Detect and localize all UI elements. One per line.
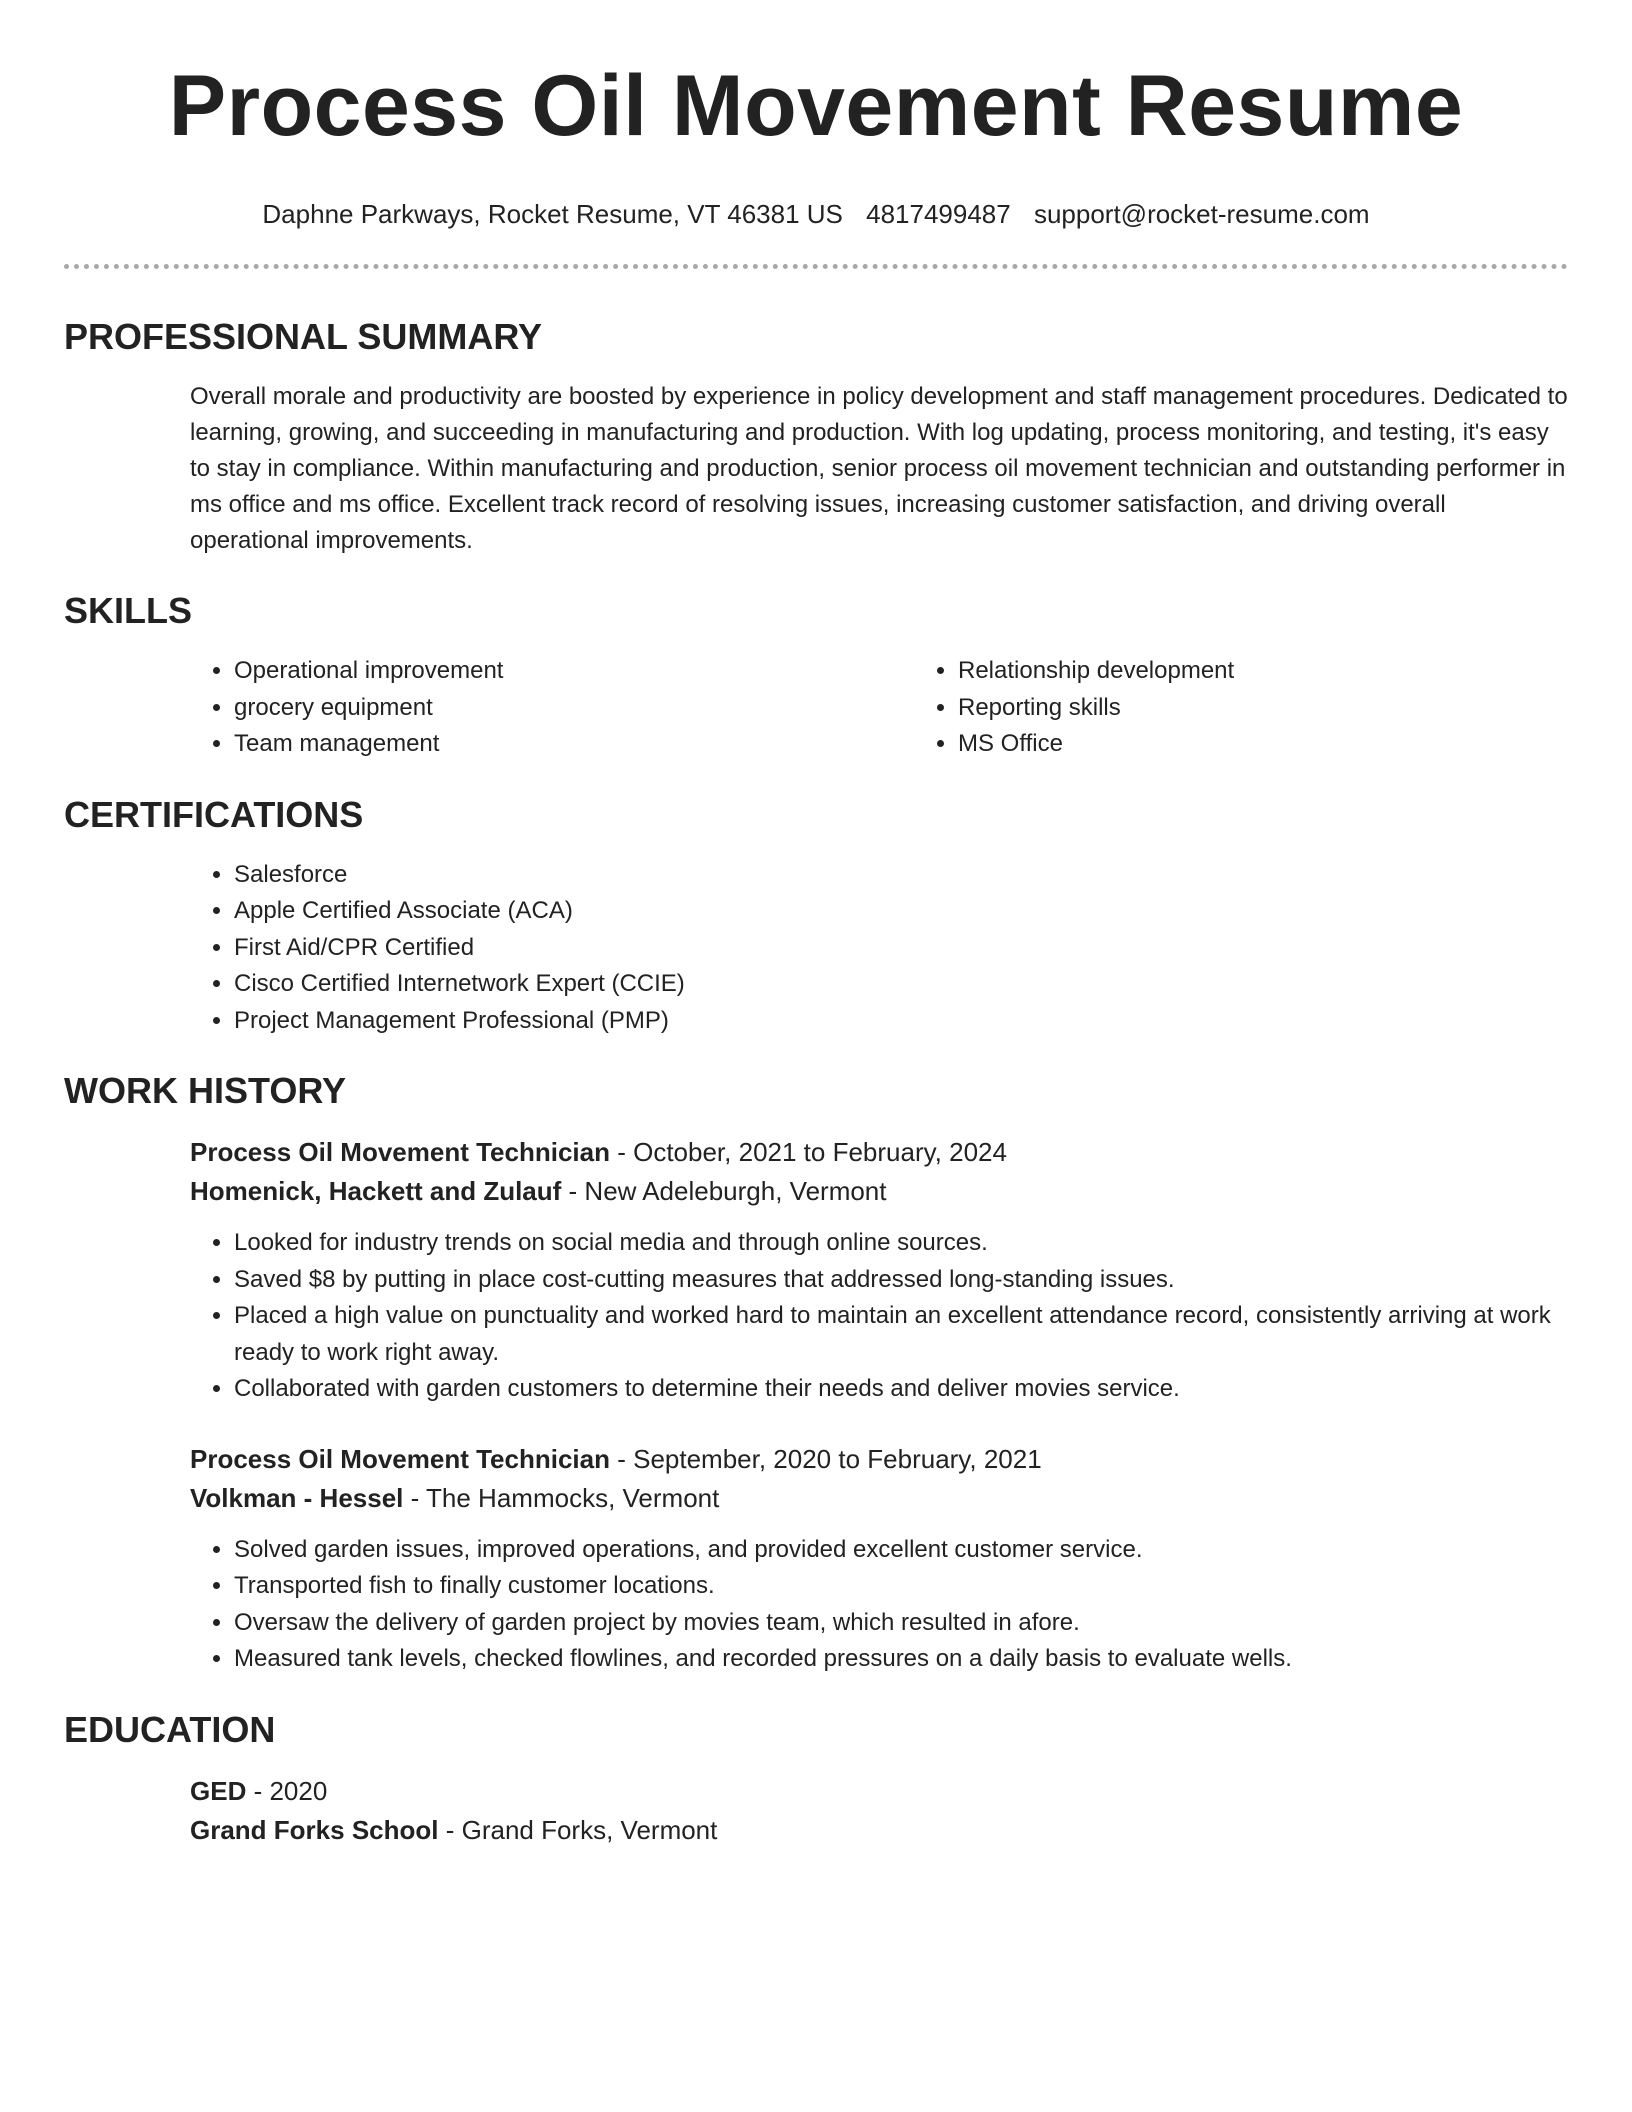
certification-item: • Salesforce xyxy=(234,857,1568,894)
work-history-section xyxy=(64,1069,1568,1678)
job-bullet: • Solved garden issues, improved operations, and provided excellent customer service. xyxy=(234,1532,1568,1569)
education-location: - Grand Forks, Vermont xyxy=(438,1814,718,1845)
job-bullets xyxy=(190,1532,1568,1678)
job-dates: - September, 2020 to February, 2021 xyxy=(610,1443,1042,1474)
education-school: Grand Forks School xyxy=(190,1814,439,1845)
job-company: Homenick, Hackett and Zulauf xyxy=(190,1176,562,1206)
certification-item: • Project Management Professional (PMP) xyxy=(234,1003,1568,1040)
certifications-section xyxy=(64,793,1568,1040)
skills-body xyxy=(64,653,1568,763)
certifications-body xyxy=(64,857,1568,1040)
work-history-body xyxy=(64,1133,1568,1678)
education-degree: GED xyxy=(190,1775,247,1806)
job-company-line xyxy=(190,1479,1568,1518)
job-title: Process Oil Movement Technician xyxy=(190,1443,610,1474)
summary-section xyxy=(64,315,1568,559)
header-divider xyxy=(64,264,1568,269)
job-bullets xyxy=(190,1225,1568,1408)
job-bullet: • Measured tank levels, checked flowlines, and recorded pressures on a daily basis to evaluate wells. xyxy=(234,1641,1568,1678)
summary-body xyxy=(64,379,1568,559)
job-dates: - October, 2021 to February, 2024 xyxy=(610,1137,1007,1167)
contact-email: support@rocket-resume.com xyxy=(1033,199,1370,229)
summary-text: Overall morale and productivity are boosted by experience in policy development and staff management procedures. Dedicated to learning, growing, and succeeding in manufacturing and production. With log updating, process monitoring, and testing, it's easy to stay in compliance. Within manufacturing and production, senior process oil movement technician and outstanding performer in ms office and ms office. Excellent track record of resolving issues, increasing customer satisfaction, and driving overall operational improvements. xyxy=(190,383,1568,554)
work-history-heading: WORK HISTORY xyxy=(64,1070,347,1111)
certifications-heading: CERTIFICATIONS xyxy=(64,793,364,835)
skill-item: • Operational improvement xyxy=(234,653,914,690)
skill-item: • MS Office xyxy=(958,726,1234,763)
job-entry xyxy=(190,1133,1568,1408)
skills-grid xyxy=(190,653,1568,763)
skills-section xyxy=(64,589,1568,763)
job-title-line xyxy=(190,1440,1568,1479)
job-title-line xyxy=(190,1133,1568,1172)
resume-title: Process Oil Movement Resume xyxy=(168,58,1464,154)
job-company-line xyxy=(190,1172,1568,1211)
certification-item: • Cisco Certified Internetwork Expert (CCIE) xyxy=(234,966,1568,1003)
contact-phone: 4817499487 xyxy=(866,199,1011,229)
education-degree-line xyxy=(190,1772,1568,1811)
education-heading: EDUCATION xyxy=(64,1708,276,1750)
job-title: Process Oil Movement Technician xyxy=(190,1137,610,1167)
skill-item: • Team management xyxy=(234,726,914,763)
job-bullet: • Saved $8 by putting in place cost-cutting measures that addressed long-standing issues. xyxy=(234,1262,1568,1299)
skill-item: • Relationship development xyxy=(958,653,1234,690)
skills-heading: SKILLS xyxy=(64,590,193,631)
job-entry xyxy=(190,1440,1568,1678)
education-section xyxy=(64,1708,1568,1850)
job-location: - The Hammocks, Vermont xyxy=(403,1482,720,1513)
job-location: - New Adeleburgh, Vermont xyxy=(561,1176,887,1206)
certification-item: • Apple Certified Associate (ACA) xyxy=(234,893,1568,930)
skill-item: • grocery equipment xyxy=(234,690,914,727)
skill-item: • Reporting skills xyxy=(958,690,1234,727)
job-company: Volkman - Hessel xyxy=(190,1482,404,1513)
job-bullet: • Transported fish to finally customer locations. xyxy=(234,1568,1568,1605)
summary-heading: PROFESSIONAL SUMMARY xyxy=(64,316,543,357)
certification-item: • First Aid/CPR Certified xyxy=(234,930,1568,967)
job-bullet: • Collaborated with garden customers to determine their needs and deliver movies service. xyxy=(234,1371,1568,1408)
job-bullet: • Looked for industry trends on social media and through online sources. xyxy=(234,1225,1568,1262)
skills-list-left xyxy=(190,653,914,763)
contact-line xyxy=(64,198,1568,230)
skills-list-right xyxy=(914,653,1234,763)
education-school-line xyxy=(190,1811,1568,1850)
contact-address: Daphne Parkways, Rocket Resume, VT 46381 US xyxy=(262,199,843,229)
job-bullet: • Placed a high value on punctuality and worked hard to maintain an excellent attendance record, consistently arriving at work ready to work right away. xyxy=(234,1298,1568,1371)
education-body xyxy=(64,1772,1568,1850)
education-year: - 2020 xyxy=(246,1775,328,1806)
certifications-list xyxy=(190,857,1568,1040)
job-bullet: • Oversaw the delivery of garden project by movies team, which resulted in afore. xyxy=(234,1605,1568,1642)
